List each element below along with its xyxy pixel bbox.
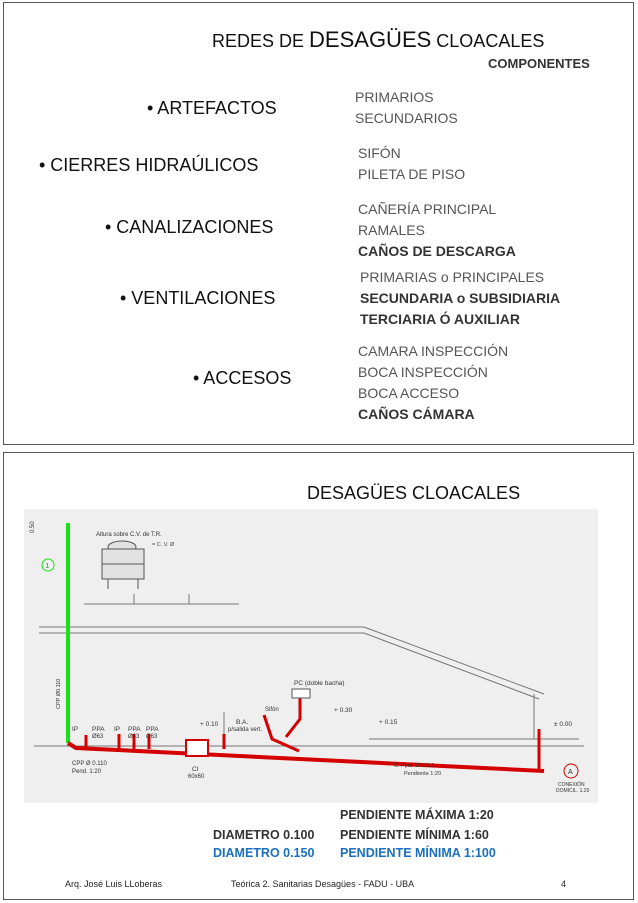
drainage-section-drawing — [24, 509, 598, 803]
tank-sub-label: = C. V. Ø — [152, 542, 175, 548]
component-item: CAÑOS CÁMARA — [358, 406, 475, 422]
ba-label: B.A. — [236, 719, 249, 726]
marker-1-label: 1 — [45, 563, 50, 570]
ci-label: CI — [192, 766, 199, 773]
components-canalizaciones — [358, 199, 516, 262]
level-015: + 0.15 — [379, 719, 398, 726]
bullet-canalizaciones: • CANALIZACIONES — [105, 217, 274, 237]
component-item: CAÑERÍA PRINCIPAL — [358, 201, 497, 217]
component-item: PILETA DE PISO — [358, 166, 466, 182]
pendiente-min-150: PENDIENTE MÍNIMA 1:100 — [340, 846, 496, 860]
ppa-label: PPA — [146, 726, 159, 733]
diametro-150: DIAMETRO 0.150 — [213, 846, 315, 860]
component-item: SECUNDARIOS — [355, 110, 458, 126]
title-main: DESAGÜES — [309, 27, 432, 52]
component-item: SECUNDARIA o SUBSIDIARIA — [360, 290, 561, 306]
pend-label: Pend. 1:20 — [72, 769, 102, 775]
component-item: RAMALES — [358, 222, 425, 238]
slide-drainage-diagram — [3, 452, 634, 900]
ba-sub-label: p/salida vert. — [228, 727, 263, 733]
component-item: BOCA INSPECCIÓN — [358, 364, 488, 380]
components-ventilaciones — [360, 267, 560, 330]
bullet-ventilaciones: • VENTILACIONES — [120, 288, 276, 308]
tank-label: Altura sobre C.V. de T.R. — [96, 532, 162, 538]
component-item: PRIMARIOS — [355, 89, 434, 105]
main-pend-label: Pendiente 1:20 — [404, 771, 442, 777]
components-cierres — [358, 143, 465, 185]
slide-title — [212, 27, 544, 53]
bullet-cierres: • CIERRES HIDRAÚLICOS — [39, 155, 259, 175]
pendiente-min-100: PENDIENTE MÍNIMA 1:60 — [340, 828, 489, 842]
slide-subtitle: COMPONENTES — [488, 56, 590, 71]
page-number: 4 — [561, 879, 567, 889]
ppa-diam: Ø63 — [92, 734, 104, 740]
conexion-sub-label: DOMICIL. 1.20 — [556, 788, 590, 794]
component-item: CAMARA INSPECCIÓN — [358, 343, 509, 359]
bullet-artefactos: • ARTEFACTOS — [147, 98, 277, 118]
ppa-diam: Ø63 — [146, 734, 158, 740]
ppa-diam: Ø63 — [128, 734, 140, 740]
title-prefix: REDES DE — [212, 31, 310, 51]
inspection-chamber — [186, 740, 208, 756]
component-item: PRIMARIAS o PRINCIPALES — [360, 269, 545, 285]
sink-icon — [292, 689, 310, 698]
pendiente-max: PENDIENTE MÁXIMA 1:20 — [340, 808, 494, 822]
footer-author: Arq. José Luis LLoberas — [65, 879, 163, 889]
components-accesos — [358, 341, 508, 425]
pc-label: PC (doble bacha) — [294, 680, 345, 687]
ci-dim: 60x60 — [188, 774, 205, 780]
component-item: CAÑOS DE DESCARGA — [358, 243, 516, 259]
component-item: TERCIARIA Ó AUXILIAR — [360, 311, 520, 327]
ip-label: IP — [114, 726, 121, 733]
conexion-label: CONEXIÓN — [558, 782, 585, 788]
footer-course: Teórica 2. Sanitarias Desagües - FADU - UBA — [231, 879, 415, 889]
height-label: 0.50 — [30, 521, 36, 533]
cpp-vertical-label: CPP Ø0.110 — [56, 678, 62, 709]
marker-a-label: A — [568, 769, 573, 776]
component-item: BOCA ACCESO — [358, 385, 460, 401]
ip-label: IP — [72, 726, 79, 733]
ppa-label: PPA — [128, 726, 141, 733]
slide-title: DESAGÜES CLOACALES — [307, 483, 521, 503]
level-030: + 0.30 — [334, 707, 353, 714]
level-000: ± 0.00 — [554, 721, 573, 728]
cpp-horizontal-label: CPP Ø 0.110 — [72, 761, 107, 767]
components-artefactos — [355, 87, 458, 129]
ppa-label: PPA — [92, 726, 105, 733]
title-suffix: CLOACALES — [431, 31, 545, 51]
bullet-accesos: • ACCESOS — [193, 368, 292, 388]
slide-components — [3, 2, 634, 445]
sifon-label: Sifón — [265, 707, 279, 713]
diametro-100: DIAMETRO 0.100 — [213, 828, 315, 842]
main-pipe-label: C. Ppal. Ø 0.110 — [394, 763, 435, 769]
component-item: SIFÓN — [358, 145, 401, 161]
level-010: + 0.10 — [200, 721, 219, 728]
